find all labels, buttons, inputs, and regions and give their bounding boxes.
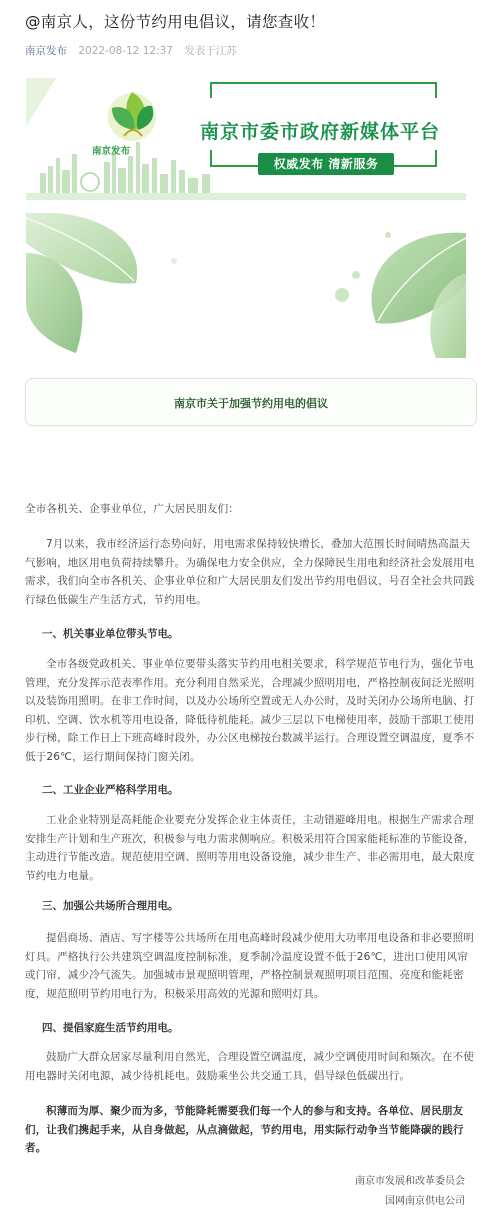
section-heading-4: 四、提倡家庭生活节约用电。: [42, 1022, 179, 1034]
document-heading: 南京市关于加强节约用电的倡议: [174, 397, 328, 410]
nanjing-fabu-logo-icon: [108, 92, 156, 141]
platform-title: 南京市委市政府新媒体平台: [200, 121, 441, 143]
section-heading-2: 二、工业企业严格科学用电。: [42, 784, 179, 796]
document-heading-box: [25, 378, 477, 426]
section-body-1: 全市各级党政机关、事业单位要带头落实节约用电相关要求，科学规范节电行为，强化节电管理，充分发挥示范表率作用。充分利用自然采光，合理减少照明用电，严格控制夜间泛光照明以及装饰用照明。在非工作时间，以及办公场所空置或无人办公时，及时关闭办公场所电脑、打印机、空调、饮水机等用电设备，降低待机能耗。减少三层以下电梯使用率，鼓励干部职工使用步行梯，除工作日上下班高峰时段外，办公区电梯按台数减半运行。合理设置空调温度，夏季不低于26℃，运行期间保持门窗关闭。: [25, 658, 475, 763]
signature-2: 国网南京供电公司: [385, 1196, 465, 1207]
publish-time: 2022-08-12 12:37: [78, 45, 173, 57]
section-heading-1: 一、机关事业单位带头节电。: [42, 628, 179, 640]
section-heading-3: 三、加强公共场所合理用电。: [42, 900, 179, 912]
publish-location: 发表于江苏: [184, 45, 237, 57]
section-body-3: 提倡商场、酒店、写字楼等公共场所在用电高峰时段减少使用大功率用电设备和非必要照明灯具。严格执行公共建筑空调温度控制标准，夏季制冷温度设置不低于26℃，进出口使用风帘或门帘，减少冷气流失。加强城市景观照明管理，严格控制景观照明项目范围、亮度和能耗密度，规范照明节约用电行为，积极采用高效的光源和照明灯具。: [25, 932, 474, 1000]
slogan-bar: 权威发布 清新服务: [258, 153, 394, 175]
intro-paragraph: 7月以来，我市经济运行态势向好，用电需求保持较快增长，叠加大范围长时间晴热高温天气影响，地区用电负荷持续攀升。为确保电力安全供应，全力保障民生用电和经济社会发展用电需求，我们向全市各机关、企事业单位和广大居民朋友们发出节约用电倡议，号召全社会共同践行绿色低碳生产生活方式，节约用电。: [25, 538, 475, 606]
leaf-decoration-icon: [26, 213, 466, 358]
section-body-4: 鼓励广大群众居家尽量利用自然光，合理设置空调温度，减少空调使用时间和频次。在不使用电器时关闭电源，减少待机耗电。鼓励乘坐公共交通工具，倡导绿色低碳出行。: [25, 1051, 474, 1082]
salutation: 全市各机关、企事业单位，广大居民朋友们：: [25, 503, 239, 515]
closing-paragraph: 积薄而为厚、聚少而为多，节能降耗需要我们每一个人的参与和支持。各单位、居民朋友们，让我们携起手来，从自身做起，从点滴做起，节约用电，用实际行动争当节能降碳的践行者。: [25, 1105, 464, 1155]
article-meta: [25, 43, 237, 58]
signature-1: 南京市发展和改革委员会: [355, 1176, 465, 1187]
article-title: @南京人，这份节约用电倡议，请您查收！: [25, 13, 326, 31]
section-body-2: 工业企业特别是高耗能企业要充分发挥企业主体责任，主动错避峰用电。根据生产需求合理安排生产计划和生产班次，积极参与电力需求侧响应。积极采用符合国家能耗标准的节能设备，主动进行节能改造。规范使用空调、照明等用电设备设施，减少非生产、非必需用电，最大限度节约电力电量。: [25, 814, 475, 882]
logo-text: 南京发布: [92, 146, 131, 157]
account-name-link[interactable]: 南京发布: [25, 45, 67, 57]
